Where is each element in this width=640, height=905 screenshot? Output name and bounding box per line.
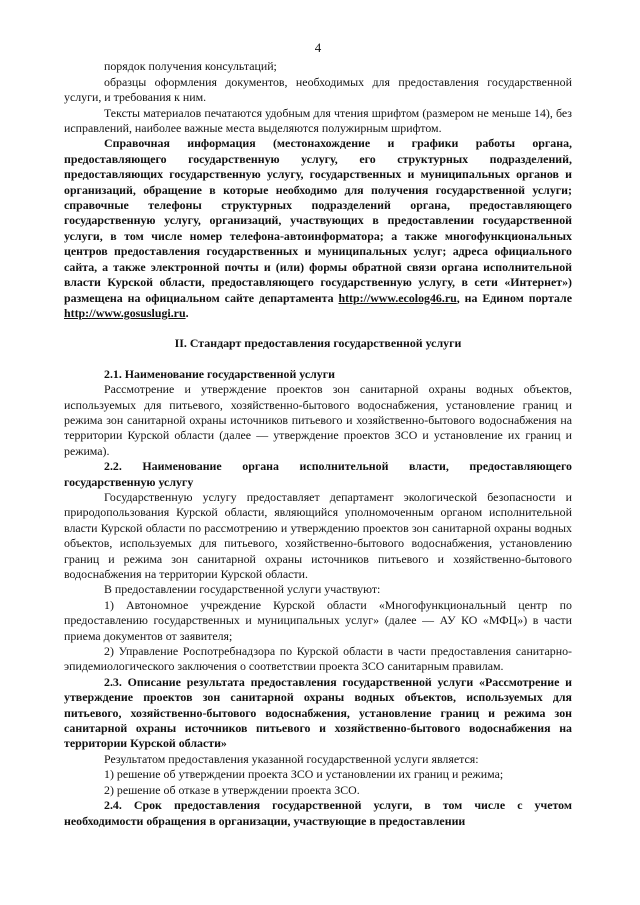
- reference-info-mid: , на Едином портале: [456, 290, 572, 305]
- paragraph-consultation-order: порядок получения консультаций;: [104, 59, 277, 74]
- paragraph-participant-rospotrebnadzor: 2) Управление Роспотребнадзора по Курской области в части предоставления санитарно-эпидемиологического заключения о соответствии проекта ЗСО санитарным правилам.: [64, 644, 572, 674]
- paragraph-2-2: Государственную услугу предоставляет департамент экологической безопасности и природопользования Курской области, являющийся уполномоченным органом исполнительной власти Курской области по рассмотрению и утверждению проектов зон санитарной охраны водных объектов, используемых для питьевого, хозяйственно-бытового водоснабжения, установлению границ и режима зон санитарной охраны источников питьевого и хозяйственно-бытового водоснабжения на территории Курской области.: [64, 489, 572, 581]
- reference-info-text: Справочная информация (местонахождение и графики работы органа, предоставляющего государственную услугу, его структурных подразделений, предоставляющих государственную услугу, государственных и муниципальных органов и организаций, обращение в которые необходимо для получения государственной услуги; справочные телефоны структурных подразделений органа, предоставляющего государственную услугу, организаций, участвующих в предоставлении государственной услуги, в том числе номер телефона-автоинформатора; а также многофункциональных центров предоставления государственных и муниципальных услуг; адреса официального сайта, а также электронной почты и (или) формы обратной связи органа исполнительной власти Курской области, предоставляющего государственную услугу, в сети «Интернет») размещена на официальном сайте департамента: [64, 136, 572, 305]
- paragraph-result-intro: Результатом предоставления указанной государственной услуги является:: [104, 751, 479, 766]
- paragraph-document-samples: образцы оформления документов, необходимых для предоставления государственной услуги, и требования к ним.: [64, 74, 572, 105]
- paragraph-result-refusal: 2) решение об отказе в утверждении проекта ЗСО.: [104, 782, 360, 797]
- paragraph-font-requirements: Тексты материалов печатаются удобным для чтения шрифтом (размером не меньше 14), без исправлений, наиболее важные места выделяются полужирным шрифтом.: [64, 105, 572, 136]
- paragraph-2-1: Рассмотрение и утверждение проектов зон санитарной охраны водных объектов, используемых для питьевого, хозяйственно-бытового водоснабжения, установление границ и режима зон санитарной охраны источников питьевого и хозяйственно-бытового водоснабжения на территории Курской области (далее — утверждение проектов ЗСО и установление их границ и режима).: [64, 382, 572, 458]
- paragraph-participants: В предоставлении государственной услуги участвуют:: [104, 582, 381, 597]
- paragraph-participant-mfc: 1) Автономное учреждение Курской области «Многофункциональный центр по предоставлению государственных и муниципальных услуг» (далее — АУ КО «МФЦ») в части приема документов от заявителя;: [64, 597, 572, 643]
- section-title: II. Стандарт предоставления государственной услуги: [174, 336, 462, 351]
- gosuslugi-link[interactable]: http://www.gosuslugi.ru: [64, 305, 186, 320]
- heading-2-4: 2.4. Срок предоставления государственной услуги, в том числе с учетом необходимости обращения в организации, участвующие в предоставлении: [64, 798, 572, 828]
- heading-2-2: 2.2. Наименование органа исполнительной власти, предоставляющего государственную услугу: [64, 459, 572, 489]
- heading-2-1: 2.1. Наименование государственной услуги: [104, 366, 336, 381]
- paragraph-result-approval: 1) решение об утверждении проекта ЗСО и установлении их границ и режима;: [104, 767, 504, 782]
- heading-2-3: 2.3. Описание результата предоставления государственной услуги «Рассмотрение и утверждение проектов зон санитарной охраны водных объектов, используемых для питьевого, хозяйственно-бытового водоснабжения, установление границ и режима зон санитарной охраны источников питьевого и хозяйственно-бытового водоснабжения на территории Курской области»: [64, 674, 572, 751]
- ecolog-site-link[interactable]: http://www.ecolog46.ru: [338, 290, 457, 305]
- paragraph-reference-info: [64, 136, 572, 321]
- reference-info-end: .: [185, 305, 189, 320]
- page-number: 4: [314, 40, 322, 55]
